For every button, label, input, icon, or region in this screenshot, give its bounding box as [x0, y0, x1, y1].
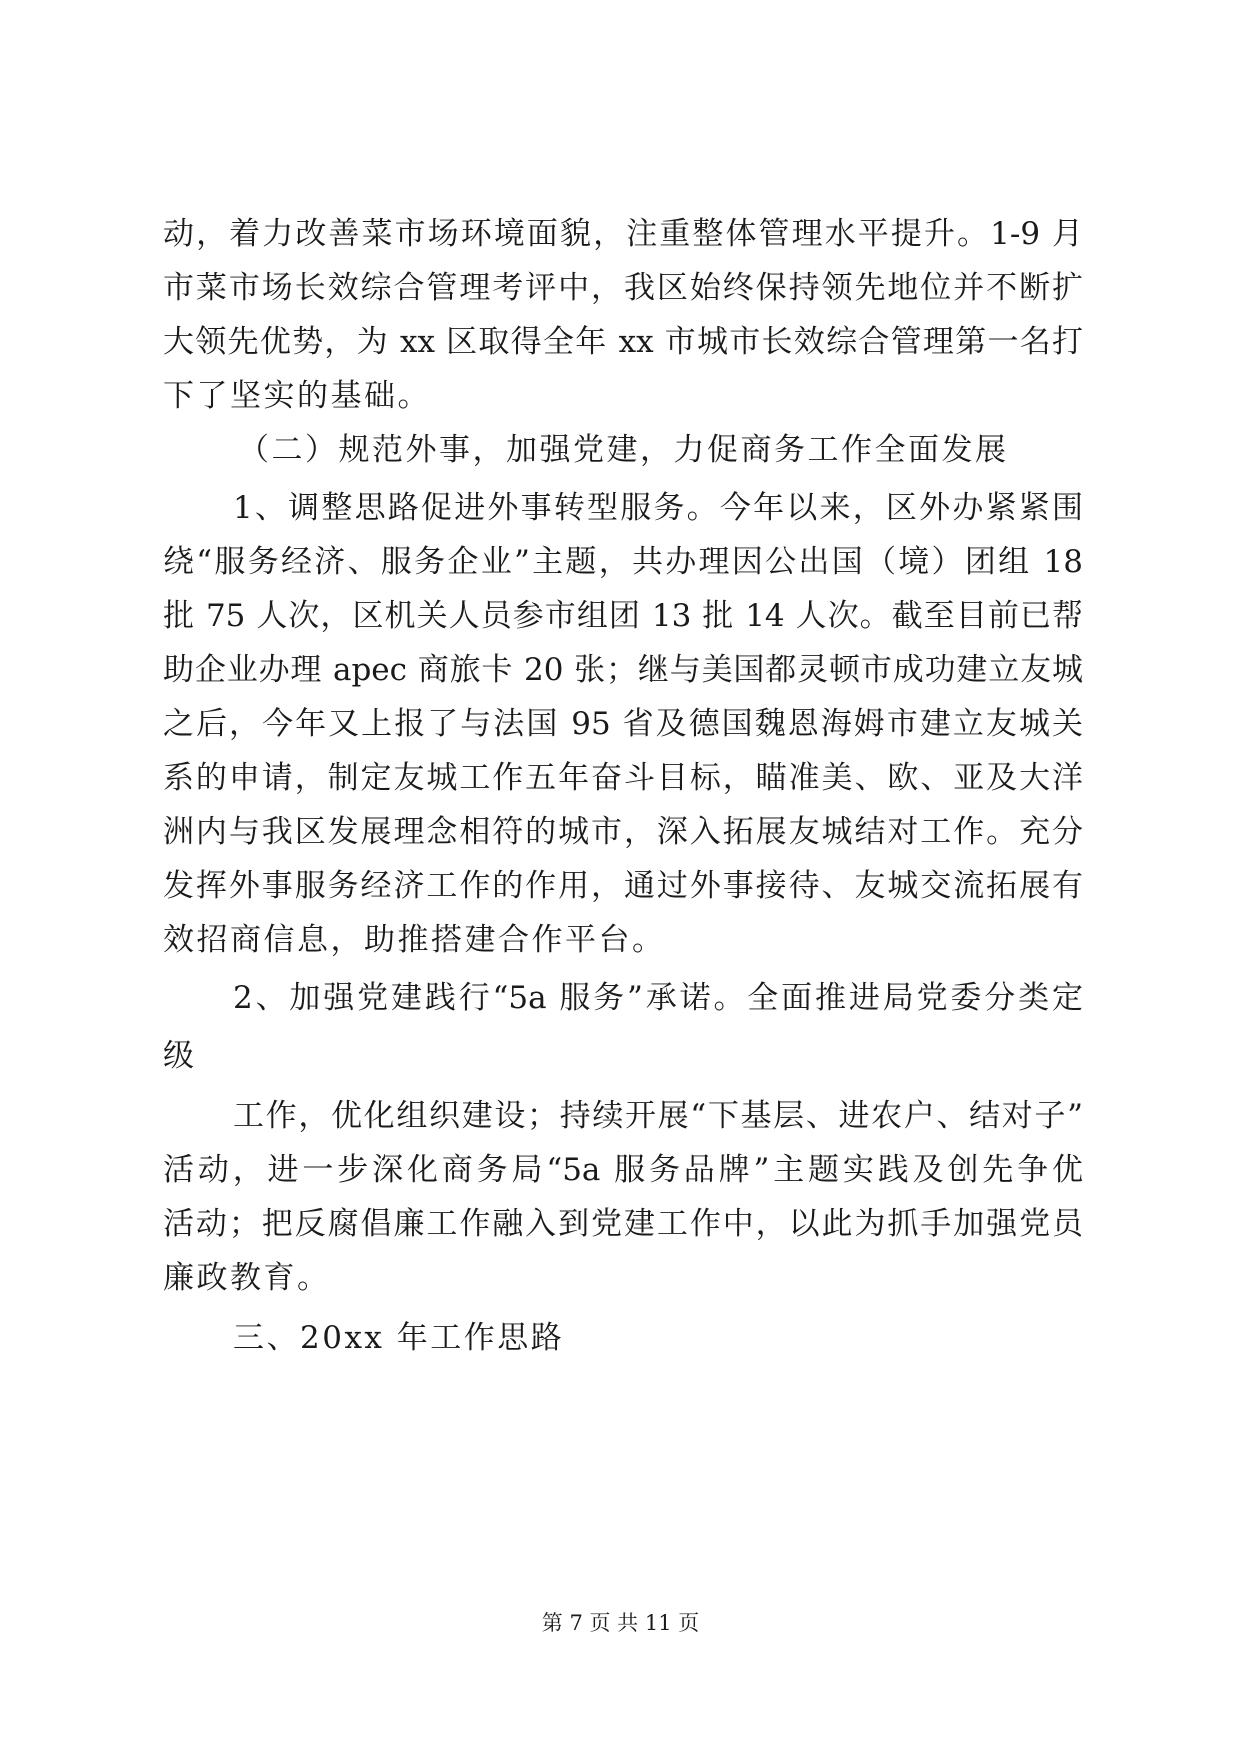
page-footer: 第 7 页 共 11 页	[541, 1611, 700, 1635]
paragraph-line: 发挥外事服务经济工作的作用，通过外事接待、友城交流拓展有	[163, 868, 1083, 904]
paragraph-line: 2、加强党建践行“5a 服务”承诺。全面推进局党委分类定	[233, 980, 1083, 1016]
paragraph-line: 工作，优化组织建设；持续开展“下基层、进农户、结对子”	[233, 1098, 1083, 1134]
paragraph-line: 大领先优势，为 xx 区取得全年 xx 市城市长效综合管理第一名打	[163, 324, 1083, 360]
paragraph-line: 下了坚实的基础。	[163, 378, 431, 414]
paragraph-line: 助企业办理 apec 商旅卡 20 张；继与美国都灵顿市成功建立友城	[163, 652, 1083, 688]
paragraph-line: 动，着力改善菜市场环境面貌，注重整体管理水平提升。1-9 月	[163, 216, 1083, 252]
paragraph-line: 之后，今年又上报了与法国 95 省及德国魏恩海姆市建立友城关	[163, 706, 1083, 742]
section-heading: 三、20xx 年工作思路	[233, 1320, 565, 1356]
paragraph-line: 级	[163, 1038, 197, 1074]
paragraph-line: 廉政教育。	[163, 1260, 331, 1296]
paragraph-line: 活动；把反腐倡廉工作融入到党建工作中，以此为抓手加强党员	[163, 1206, 1083, 1242]
paragraph-line: 绕“服务经济、服务企业”主题，共办理因公出国（境）团组 18	[163, 544, 1083, 580]
paragraph-line: 系的申请，制定友城工作五年奋斗目标，瞄准美、欧、亚及大洋	[163, 760, 1083, 796]
paragraph-line: 洲内与我区发展理念相符的城市，深入拓展友城结对工作。充分	[163, 814, 1083, 850]
paragraph-line: 活动，进一步深化商务局“5a 服务品牌”主题实践及创先争优	[163, 1152, 1083, 1188]
section-heading: （二）规范外事，加强党建，力促商务工作全面发展	[238, 432, 1009, 468]
paragraph-line: 1、调整思路促进外事转型服务。今年以来，区外办紧紧围	[233, 490, 1083, 526]
paragraph-line: 市菜市场长效综合管理考评中，我区始终保持领先地位并不断扩	[163, 270, 1083, 306]
paragraph-line: 批 75 人次，区机关人员参市组团 13 批 14 人次。截至目前已帮	[163, 598, 1083, 634]
paragraph-line: 效招商信息，助推搭建合作平台。	[163, 922, 666, 958]
